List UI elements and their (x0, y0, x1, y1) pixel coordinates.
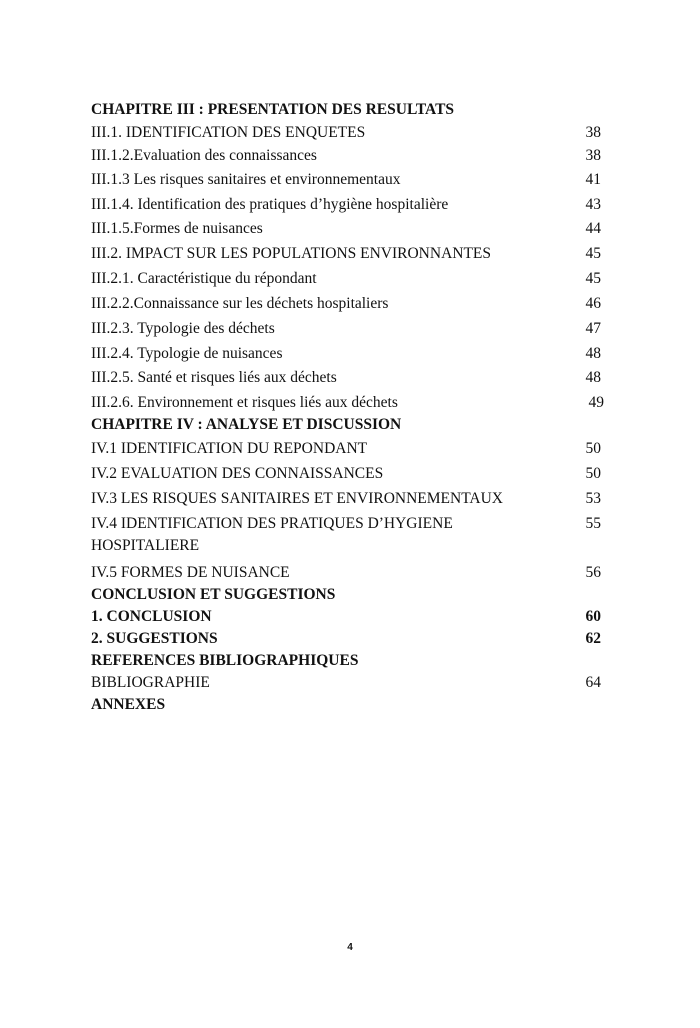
toc-entry-title: REFERENCES BIBLIOGRAPHIQUES (91, 652, 359, 669)
toc-entry-page: 48 (585, 369, 601, 386)
toc-heading-chapter-3 (91, 100, 601, 120)
toc-entry (91, 269, 601, 289)
table-of-contents (91, 100, 604, 715)
toc-entry-title: IV.4 IDENTIFICATION DES PRATIQUES D’HYGIENE HOSPITALIERE (91, 515, 453, 554)
toc-entry (91, 123, 601, 143)
toc-entry (91, 219, 601, 239)
toc-entry-title: III.2.5. Santé et risques liés aux déchets (91, 369, 337, 386)
toc-entry-title: III.2. IMPACT SUR LES POPULATIONS ENVIRONNANTES (91, 245, 492, 262)
toc-entry-page: 48 (585, 345, 601, 362)
toc-entry-title: 2. SUGGESTIONS (91, 630, 218, 647)
page-number: 4 (347, 942, 353, 953)
toc-entry (91, 513, 601, 557)
toc-entry-title: III.1.5.Formes de nuisances (91, 220, 263, 237)
toc-entry (91, 607, 601, 627)
toc-entry-page: 56 (585, 564, 601, 581)
toc-entry (91, 629, 601, 649)
toc-entry (91, 195, 601, 215)
toc-entry (91, 464, 601, 484)
toc-entry (91, 393, 604, 413)
toc-heading-chapter-4 (91, 415, 601, 435)
toc-entry (91, 170, 601, 190)
toc-entry-page: 47 (585, 320, 601, 337)
toc-entry-page: 55 (585, 515, 601, 532)
toc-entry-page: 43 (585, 196, 601, 213)
toc-entry (91, 489, 601, 509)
toc-entry-title: CHAPITRE III : PRESENTATION DES RESULTATS (91, 101, 455, 118)
toc-entry-title: BIBLIOGRAPHIE (91, 674, 210, 691)
toc-entry (91, 368, 601, 388)
toc-entry-title: CONCLUSION ET SUGGESTIONS (91, 586, 336, 603)
toc-entry-page: 60 (585, 608, 601, 625)
toc-entry-title: III.1.3 Les risques sanitaires et environnementaux (91, 171, 401, 188)
toc-heading-annexes (91, 695, 601, 715)
toc-entry-page: 45 (585, 245, 601, 262)
toc-entry-title: III.1.4. Identification des pratiques d’hygiène hospitalière (91, 196, 449, 213)
toc-entry-title: III.2.3. Typologie des déchets (91, 320, 275, 337)
toc-entry-page: 49 (588, 394, 604, 411)
toc-entry-page: 38 (585, 124, 601, 141)
toc-entry-title: IV.2 EVALUATION DES CONNAISSANCES (91, 465, 384, 482)
toc-entry-page: 44 (585, 220, 601, 237)
toc-entry (91, 294, 601, 314)
toc-entry (91, 563, 601, 583)
toc-entry-page: 50 (585, 440, 601, 457)
toc-entry-page: 41 (585, 171, 601, 188)
toc-entry-title: IV.1 IDENTIFICATION DU REPONDANT (91, 440, 368, 457)
toc-entry-title: III.1. IDENTIFICATION DES ENQUETES (91, 124, 366, 141)
toc-entry (91, 244, 601, 264)
toc-entry-page: 38 (585, 147, 601, 164)
toc-entry-title: ANNEXES (91, 696, 166, 713)
toc-entry-title: 1. CONCLUSION (91, 608, 212, 625)
toc-entry-title: CHAPITRE IV : ANALYSE ET DISCUSSION (91, 416, 402, 433)
toc-entry-title: III.2.6. Environnement et risques liés aux déchets (91, 394, 398, 411)
toc-entry-title: III.2.4. Typologie de nuisances (91, 345, 283, 362)
toc-entry (91, 319, 601, 339)
toc-entry (91, 439, 601, 459)
toc-entry-page: 64 (585, 674, 601, 691)
toc-entry-page: 45 (585, 270, 601, 287)
toc-heading-conclusion (91, 585, 601, 605)
toc-entry (91, 146, 601, 166)
toc-entry-page: 50 (585, 465, 601, 482)
toc-entry-page: 62 (585, 630, 601, 647)
toc-entry-page: 53 (585, 490, 601, 507)
toc-entry (91, 344, 601, 364)
toc-entry-title: IV.3 LES RISQUES SANITAIRES ET ENVIRONNEMENTAUX (91, 490, 503, 507)
toc-entry-title: IV.5 FORMES DE NUISANCE (91, 564, 290, 581)
toc-entry-title: III.2.2.Connaissance sur les déchets hospitaliers (91, 295, 389, 312)
toc-entry-page: 46 (585, 295, 601, 312)
toc-entry-title: III.2.1. Caractéristique du répondant (91, 270, 317, 287)
toc-heading-references (91, 651, 601, 671)
toc-entry (91, 673, 601, 693)
toc-entry-title: III.1.2.Evaluation des connaissances (91, 147, 317, 164)
